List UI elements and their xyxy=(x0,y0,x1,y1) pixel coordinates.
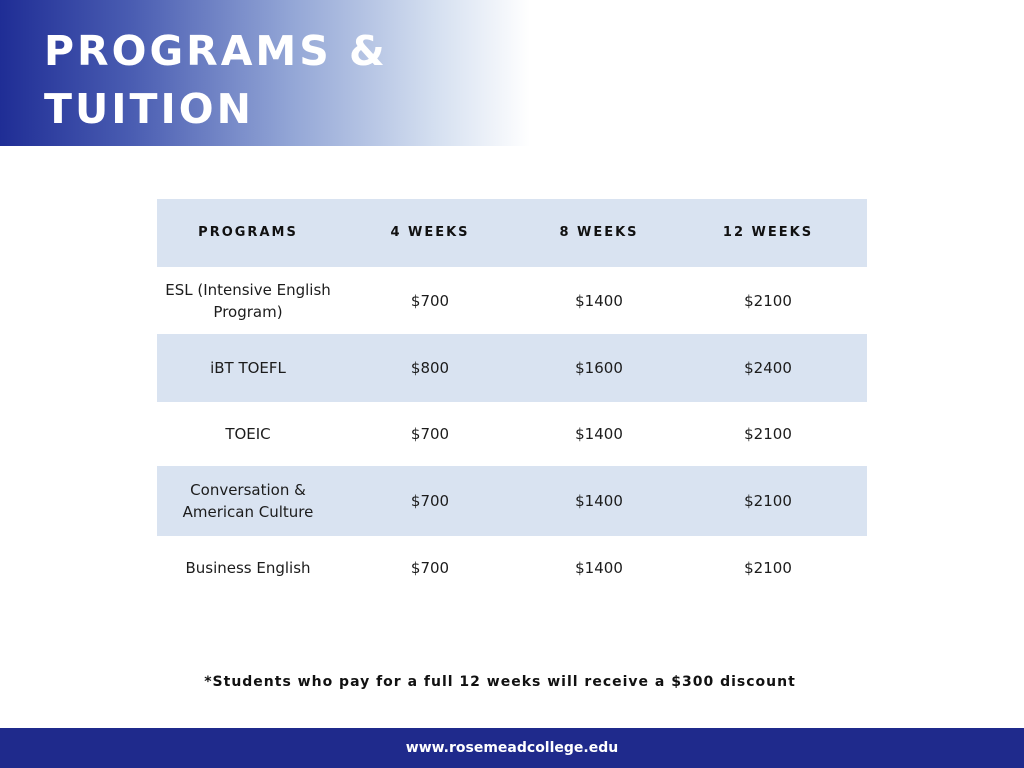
footer-bar xyxy=(0,728,1024,768)
program-name: TOEIC xyxy=(225,425,271,443)
discount-footnote: *Students who pay for a full 12 weeks will receive a $300 discount xyxy=(204,674,796,690)
header-programs: PROGRAMS xyxy=(198,225,298,240)
price-8-weeks: $1400 xyxy=(575,425,623,443)
program-name: ESL (Intensive English Program) xyxy=(165,280,331,321)
program-name: Business English xyxy=(185,559,311,577)
price-12-weeks: $2100 xyxy=(744,291,792,310)
table-row xyxy=(157,536,867,600)
price-4-weeks: $700 xyxy=(410,425,450,443)
tuition-table xyxy=(157,199,867,600)
price-4-weeks: $700 xyxy=(410,291,450,310)
price-8-weeks: $1600 xyxy=(575,359,623,377)
program-name: iBT TOEFL xyxy=(210,359,286,377)
price-12-weeks: $2100 xyxy=(744,425,792,443)
header-4-weeks: 4 WEEKS xyxy=(390,225,470,240)
price-12-weeks: $2100 xyxy=(744,559,792,577)
table-row xyxy=(157,466,867,536)
price-8-weeks: $1400 xyxy=(575,291,623,310)
header-banner xyxy=(0,0,530,146)
table-row xyxy=(157,334,867,402)
price-8-weeks: $1400 xyxy=(575,559,623,577)
price-4-weeks: $800 xyxy=(410,359,450,377)
price-12-weeks: $2100 xyxy=(744,492,792,510)
header-8-weeks: 8 WEEKS xyxy=(559,225,639,240)
price-4-weeks: $700 xyxy=(410,492,450,510)
price-12-weeks: $2400 xyxy=(744,359,792,377)
website-link[interactable]: www.rosemeadcollege.edu xyxy=(405,740,619,756)
header-12-weeks: 12 WEEKS xyxy=(722,225,814,240)
table-row xyxy=(157,402,867,466)
price-4-weeks: $700 xyxy=(410,559,450,577)
page-title: PROGRAMS & TUITION xyxy=(44,27,388,133)
table-header-row xyxy=(157,199,867,267)
program-name: Conversation & American Culture xyxy=(182,481,314,521)
table-row xyxy=(157,267,867,334)
price-8-weeks: $1400 xyxy=(575,492,623,510)
